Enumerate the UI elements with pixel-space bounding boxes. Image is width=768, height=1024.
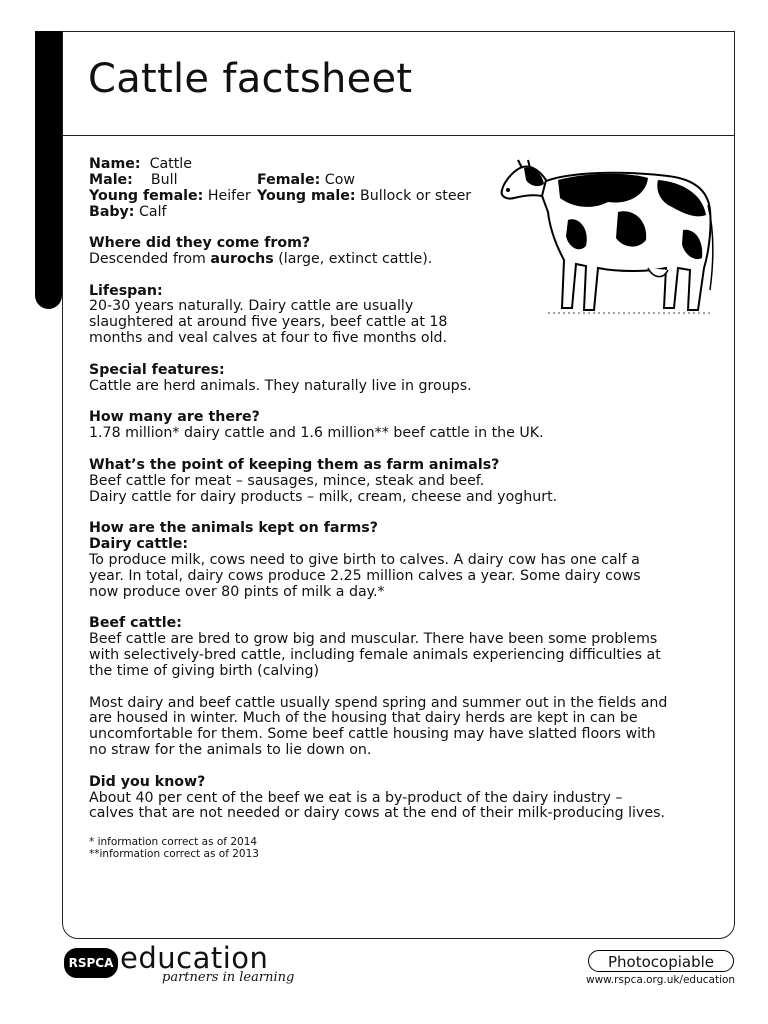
count-text: 1.78 million* dairy cattle and 1.6 million** beef cattle in the UK. [89,425,544,442]
know-heading: Did you know? [89,773,206,790]
dairy-line: year. In total, dairy cows produce 2.25 million calves a year. Some dairy cows [89,567,641,584]
know-line: calves that are not needed or dairy cows at the end of their milk-producing lives. [89,805,666,822]
young-male-row [257,189,471,205]
baby-value: Calf [138,204,167,220]
young-female-label: Young female: [89,188,204,204]
beef-line: the time of giving birth (calving) [89,662,320,679]
female-label: Female: [257,172,321,188]
beef-line: with selectively-bred cattle, including female animals experiencing difficulties at [89,646,661,663]
photocopiable-badge: Photocopiable [588,950,734,972]
housing-line: are housed in winter. Much of the housing that dairy herds are kept in can be [89,710,638,727]
female-row [257,173,355,189]
count-heading: How many are there? [89,409,260,426]
beef-line: Beef cattle are bred to grow big and muscular. There have been some problems [89,631,658,648]
lifespan-line: slaughtered at around five years, beef cattle at 18 [89,314,448,331]
housing-line: uncomfortable for them. Some beef cattle housing may have slatted floors with [89,726,656,743]
young-male-label: Young male: [257,188,356,204]
point-line: Dairy cattle for dairy products – milk, cream, cheese and yoghurt. [89,488,558,505]
page-title: Cattle factsheet [88,56,413,102]
kept-heading: How are the animals kept on farms? [89,520,378,537]
lifespan-line: 20-30 years naturally. Dairy cattle are usually [89,298,414,315]
features-heading: Special features: [89,361,225,378]
lifespan-heading: Lifespan: [89,282,163,299]
lifespan-line: months and veal calves at four to five months old. [89,329,448,346]
name-label: Name: [89,156,141,172]
housing-line: no straw for the animals to lie down on. [89,741,372,758]
education-brand: education [120,941,269,975]
housing-line: Most dairy and beef cattle usually spend spring and summer out in the fields and [89,694,668,711]
factsheet-side-tab [12,31,62,309]
title-divider [62,135,735,136]
dairy-line: now produce over 80 pints of milk a day.* [89,583,385,600]
baby-label: Baby: [89,204,135,220]
brand-tagline: partners in learning [162,970,295,985]
male-label: Male: [89,172,133,188]
male-row [89,173,178,189]
factsheet-content [89,157,719,860]
know-line: About 40 per cent of the beef we eat is a by-product of the dairy industry – [89,789,623,806]
origin-text: Descended from aurochs (large, extinct cattle). [89,250,433,267]
beef-heading: Beef cattle: [89,615,182,632]
young-male-value: Bullock or steer [360,188,472,204]
female-value: Cow [324,172,355,188]
footnote: * information correct as of 2014 [89,836,258,849]
side-tab-label: factsheet [12,190,33,279]
features-text: Cattle are herd animals. They naturally live in groups. [89,377,472,394]
young-female-row [89,189,251,205]
website-link[interactable]: www.rspca.org.uk/education [586,974,736,986]
footnotes [89,836,719,860]
rspca-logo: RSPCA [64,948,118,978]
identity-block [89,157,719,221]
dairy-heading: Dairy cattle: [89,536,189,553]
baby-row [89,205,167,221]
point-heading: What’s the point of keeping them as farm animals? [89,456,500,473]
footnote: **information correct as of 2013 [89,848,259,861]
dairy-line: To produce milk, cows need to give birth to calves. A dairy cow has one calf a [89,551,640,568]
name-row [89,157,192,173]
young-female-value: Heifer [207,188,251,204]
point-line: Beef cattle for meat – sausages, mince, steak and beef. [89,472,485,489]
name-value: Cattle [149,156,192,172]
male-value: Bull [150,172,178,188]
origin-heading: Where did they come from? [89,235,311,251]
